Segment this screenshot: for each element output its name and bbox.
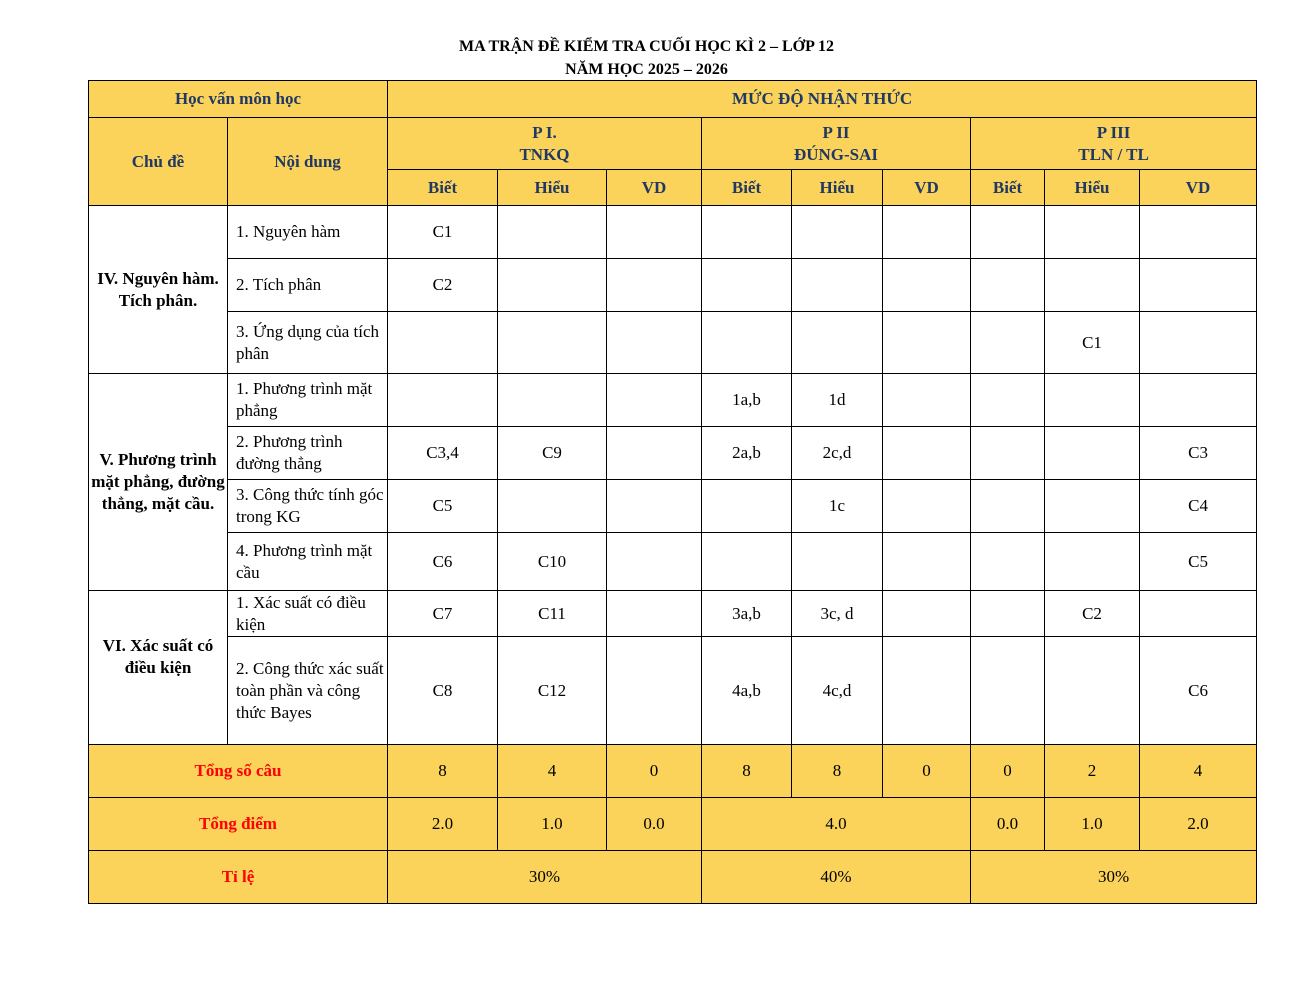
matrix-cell: C2 — [388, 259, 498, 312]
matrix-cell: C1 — [388, 206, 498, 259]
ratio-row — [89, 851, 1257, 904]
level-header: Hiểu — [1045, 170, 1140, 206]
table-row — [89, 312, 1257, 374]
total-cell: 4 — [498, 745, 607, 798]
level-header: VD — [1140, 170, 1257, 206]
content-cell: 4. Phương trình mặt cầu — [228, 533, 388, 591]
total-cell: 8 — [388, 745, 498, 798]
school-year: NĂM HỌC 2025 – 2026 — [565, 61, 728, 78]
matrix-cell: C5 — [1140, 533, 1257, 591]
matrix-cell: C10 — [498, 533, 607, 591]
matrix-cell — [702, 206, 792, 259]
ratio-cell: 30% — [388, 851, 702, 904]
table-row — [89, 533, 1257, 591]
matrix-cell — [607, 206, 702, 259]
part-2-header: P II ĐÚNG-SAI — [702, 118, 971, 170]
matrix-cell — [498, 374, 607, 427]
total-cell: 8 — [702, 745, 792, 798]
matrix-cell: 1d — [792, 374, 883, 427]
matrix-cell — [792, 259, 883, 312]
table-row — [89, 374, 1257, 427]
level-header: VD — [883, 170, 971, 206]
matrix-cell: 4a,b — [702, 637, 792, 745]
points-cell: 2.0 — [1140, 798, 1257, 851]
matrix-cell: C1 — [1045, 312, 1140, 374]
matrix-cell — [498, 206, 607, 259]
matrix-cell — [498, 312, 607, 374]
points-cell: 1.0 — [498, 798, 607, 851]
matrix-cell — [607, 480, 702, 533]
total-questions-label: Tổng số câu — [89, 745, 388, 798]
muc-do-header: MỨC ĐỘ NHẬN THỨC — [388, 81, 1257, 118]
level-header: Biết — [388, 170, 498, 206]
total-cell: 4 — [1140, 745, 1257, 798]
matrix-cell — [702, 480, 792, 533]
matrix-cell: C2 — [1045, 591, 1140, 637]
matrix-cell: C11 — [498, 591, 607, 637]
level-header: VD — [607, 170, 702, 206]
total-questions-row — [89, 745, 1257, 798]
matrix-cell — [1045, 637, 1140, 745]
matrix-cell — [498, 480, 607, 533]
matrix-cell: C5 — [388, 480, 498, 533]
level-header: Biết — [971, 170, 1045, 206]
matrix-cell — [792, 533, 883, 591]
matrix-cell — [498, 259, 607, 312]
content-cell: 2. Tích phân — [228, 259, 388, 312]
matrix-cell — [702, 533, 792, 591]
level-header: Hiểu — [498, 170, 607, 206]
matrix-cell: 2a,b — [702, 427, 792, 480]
matrix-cell — [1140, 312, 1257, 374]
matrix-cell — [971, 259, 1045, 312]
part-1-header: P I. TNKQ — [388, 118, 702, 170]
matrix-cell — [1045, 206, 1140, 259]
ratio-cell: 40% — [702, 851, 971, 904]
matrix-cell — [883, 374, 971, 427]
matrix-cell — [792, 312, 883, 374]
table-row — [89, 259, 1257, 312]
matrix-cell — [607, 637, 702, 745]
matrix-cell — [883, 480, 971, 533]
chu-de-header: Chủ đề — [89, 118, 228, 206]
total-cell: 8 — [792, 745, 883, 798]
matrix-cell — [607, 374, 702, 427]
matrix-cell — [702, 259, 792, 312]
points-cell: 1.0 — [1045, 798, 1140, 851]
matrix-cell — [1045, 480, 1140, 533]
matrix-cell: 3a,b — [702, 591, 792, 637]
matrix-cell: C3 — [1140, 427, 1257, 480]
matrix-cell — [1045, 259, 1140, 312]
document-title: MA TRẬN ĐỀ KIỂM TRA CUỐI HỌC KÌ 2 – LỚP 12 — [458, 38, 834, 55]
matrix-cell: C4 — [1140, 480, 1257, 533]
matrix-cell — [607, 259, 702, 312]
total-cell: 0 — [883, 745, 971, 798]
level-header: Biết — [702, 170, 792, 206]
matrix-cell — [388, 312, 498, 374]
matrix-cell: 4c,d — [792, 637, 883, 745]
table-row — [89, 637, 1257, 745]
matrix-cell — [607, 312, 702, 374]
hoc-van-header: Học vấn môn học — [89, 81, 388, 118]
matrix-cell — [883, 591, 971, 637]
matrix-cell — [388, 374, 498, 427]
content-cell: 1. Xác suất có điều kiện — [228, 591, 388, 637]
matrix-cell: 3c, d — [792, 591, 883, 637]
matrix-cell — [971, 312, 1045, 374]
matrix-cell — [971, 591, 1045, 637]
matrix-cell — [1140, 206, 1257, 259]
noi-dung-header: Nội dung — [228, 118, 388, 206]
matrix-cell — [883, 427, 971, 480]
content-cell: 2. Công thức xác suất toàn phần và công thức Bayes — [228, 637, 388, 745]
part-3-header: P III TLN / TL — [971, 118, 1257, 170]
matrix-cell — [607, 427, 702, 480]
topic-name: VI. Xác suất có điều kiện — [89, 591, 228, 745]
content-cell: 2. Phương trình đường thẳng — [228, 427, 388, 480]
matrix-cell — [883, 206, 971, 259]
level-header: Hiểu — [792, 170, 883, 206]
matrix-cell — [1045, 533, 1140, 591]
matrix-cell: C6 — [1140, 637, 1257, 745]
table-row — [89, 427, 1257, 480]
matrix-cell — [607, 591, 702, 637]
content-cell: 3. Công thức tính góc trong KG — [228, 480, 388, 533]
table-row — [89, 206, 1257, 259]
total-points-row — [89, 798, 1257, 851]
matrix-cell: C3,4 — [388, 427, 498, 480]
matrix-cell: C9 — [498, 427, 607, 480]
matrix-cell — [883, 533, 971, 591]
matrix-cell — [1045, 427, 1140, 480]
matrix-cell — [971, 637, 1045, 745]
topic-name: IV. Nguyên hàm. Tích phân. — [89, 206, 228, 374]
table-row — [89, 591, 1257, 637]
matrix-cell — [971, 206, 1045, 259]
matrix-cell — [1045, 374, 1140, 427]
total-cell: 2 — [1045, 745, 1140, 798]
topic-name: V. Phương trình mặt phẳng, đường thẳng, mặt cầu. — [89, 374, 228, 591]
matrix-cell — [971, 480, 1045, 533]
matrix-cell — [792, 206, 883, 259]
matrix-cell — [883, 637, 971, 745]
points-cell: 4.0 — [702, 798, 971, 851]
content-cell: 1. Phương trình mặt phẳng — [228, 374, 388, 427]
matrix-cell — [1140, 591, 1257, 637]
matrix-cell — [702, 312, 792, 374]
total-cell: 0 — [607, 745, 702, 798]
points-cell: 0.0 — [607, 798, 702, 851]
matrix-cell: 1a,b — [702, 374, 792, 427]
ratio-label: Tỉ lệ — [89, 851, 388, 904]
matrix-cell — [607, 533, 702, 591]
matrix-cell — [971, 427, 1045, 480]
total-points-label: Tổng điểm — [89, 798, 388, 851]
matrix-cell — [883, 312, 971, 374]
matrix-cell — [971, 374, 1045, 427]
matrix-cell: C12 — [498, 637, 607, 745]
matrix-table — [88, 80, 1257, 904]
points-cell: 2.0 — [388, 798, 498, 851]
matrix-cell: C6 — [388, 533, 498, 591]
matrix-cell — [1140, 259, 1257, 312]
points-cell: 0.0 — [971, 798, 1045, 851]
matrix-cell: C8 — [388, 637, 498, 745]
table-row — [89, 480, 1257, 533]
matrix-cell: C7 — [388, 591, 498, 637]
total-cell: 0 — [971, 745, 1045, 798]
content-cell: 1. Nguyên hàm — [228, 206, 388, 259]
ratio-cell: 30% — [971, 851, 1257, 904]
matrix-cell — [971, 533, 1045, 591]
matrix-cell: 2c,d — [792, 427, 883, 480]
matrix-cell: 1c — [792, 480, 883, 533]
matrix-cell — [883, 259, 971, 312]
content-cell: 3. Ứng dụng của tích phân — [228, 312, 388, 374]
matrix-cell — [1140, 374, 1257, 427]
